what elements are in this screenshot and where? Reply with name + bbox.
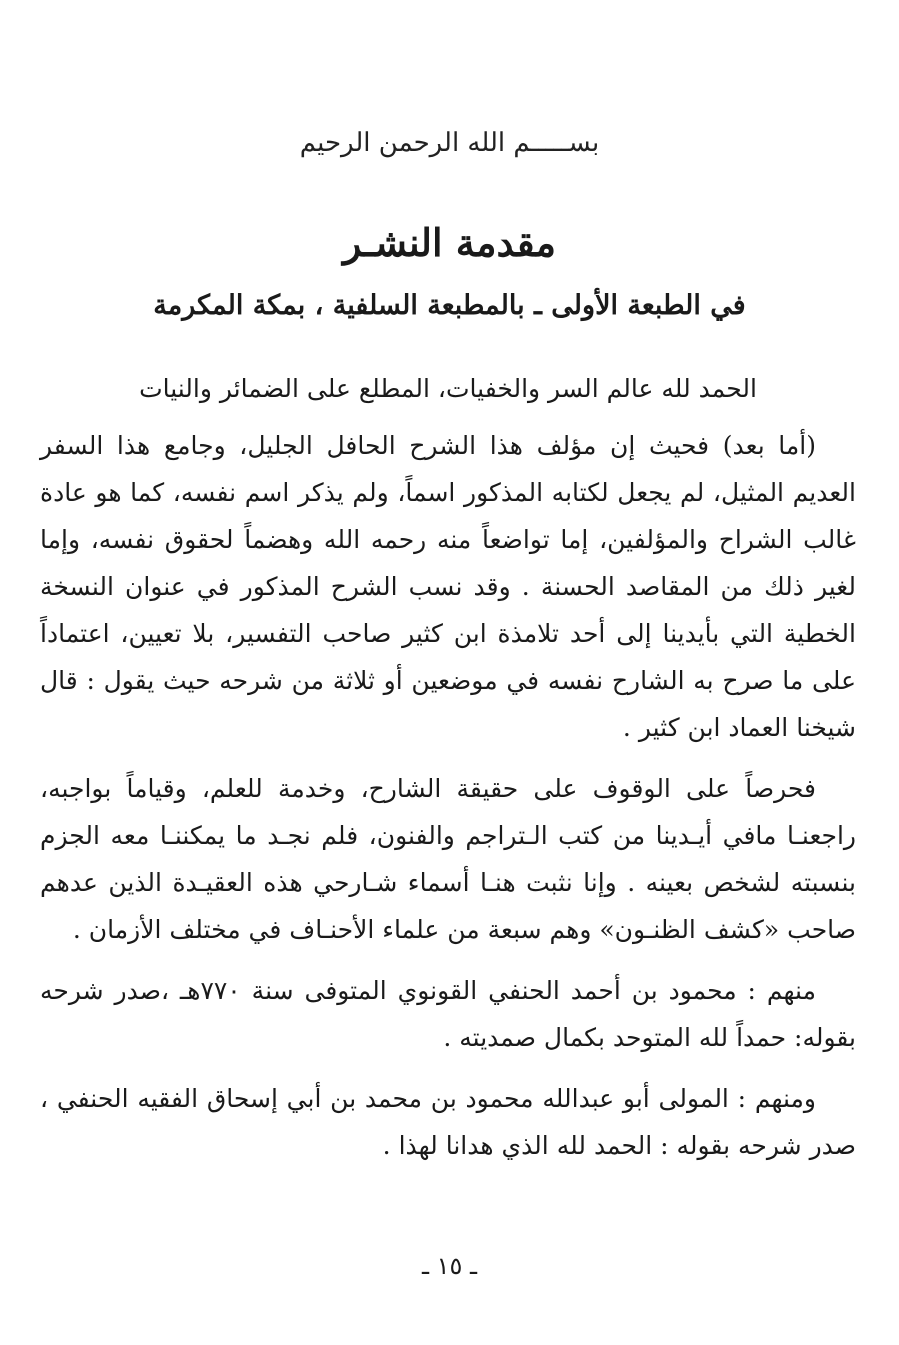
paragraph-intro: (أما بعد) فحيث إن مؤلف هذا الشرح الحافل الجليل، وجامع هذا السفر العديم المثيل، لم يجعل لكتابه المذكور اسماً، ولم يذكر اسم نفسه، كما هو عادة غالب الشراح والمؤلفين، إما تواضعاً منه رحمه الله وهضماً لحقوق نفسه، وإما لغير ذلك من المقاصد الحسنة . وقد نسب الشرح المذكور في عنوان النسخة الخطية التي بأيدينا إلى أحد تلامذة ابن كثير صاحب التفسير، بلا تعيين، اعتماداً على ما صرح به الشارح نفسه في موضعين أو ثلاثة من شرحه حيث يقول : قال شيخنا العماد ابن كثير .: [40, 431, 856, 742]
paragraph-commentator-1: منهم : محمود بن أحمد الحنفي القونوي المتوفى سنة ٧٧٠هـ ،صدر شرحه بقوله: حمداً لله المتوحد بكمال صمديته .: [40, 976, 856, 1052]
body-text: [40, 365, 856, 1183]
page-title: مقدمة النشـر: [342, 220, 557, 265]
paragraph-opening: الحمد لله عالم السر والخفيات، المطلع على الضمائر والنيات: [139, 374, 757, 403]
page-number: ـ ١٥ ـ: [421, 1252, 478, 1280]
page-subtitle: في الطبعة الأولى ـ بالمطبعة السلفية ، بمكة المكرمة: [153, 290, 746, 321]
paragraph-commentator-2: ومنهم : المولى أبو عبدالله محمود بن محمد بن أبي إسحاق الفقيه الحنفي ، صدر شرحه بقوله : الحمد لله الذي هدانا لهذا .: [40, 1084, 856, 1160]
basmala-heading: بســـــم الله الرحمن الرحيم: [299, 128, 600, 158]
paragraph-research: فحرصاً على الوقوف على حقيقة الشارح، وخدمة للعلم، وقياماً بواجبه، راجعنـا مافي أيـدينا من كتب الـتراجم والفنون، فلم نجـد ما يمكننـا معه الجزم بنسبته لشخص بعينه . وإنا نثبت هنـا أسماء شـارحي هذه العقيـدة الذين عدهم صاحب «كشف الظنـون» وهم سبعة من علماء الأحنـاف في مختلف الأزمان .: [40, 774, 856, 944]
